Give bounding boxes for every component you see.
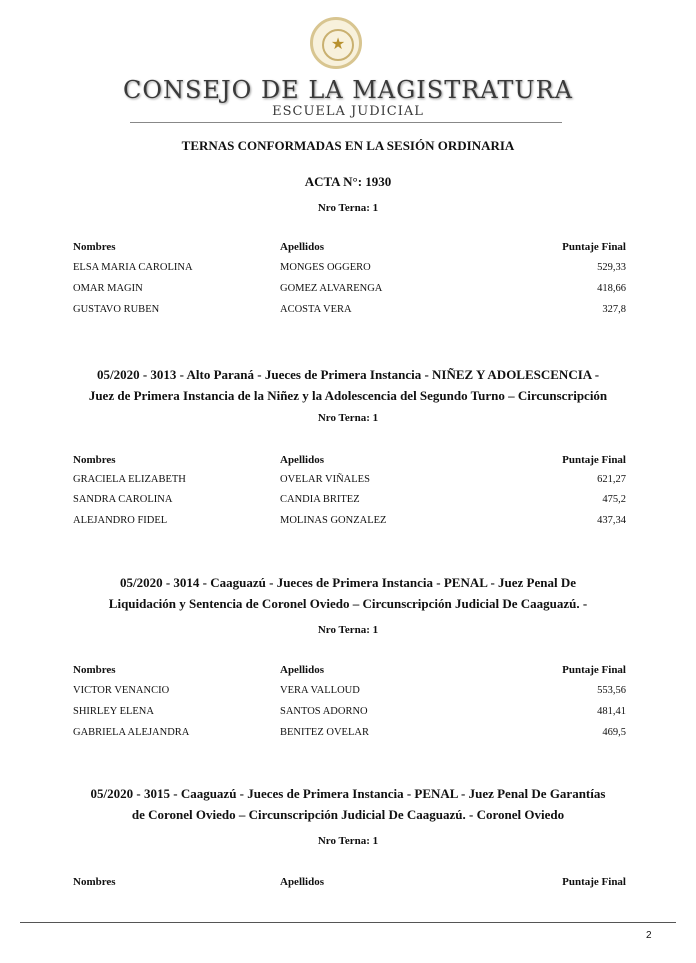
table-row — [73, 685, 626, 703]
col-apellidos: Apellidos — [280, 241, 325, 253]
nombre: GRACIELA ELIZABETH — [73, 474, 186, 485]
section-heading — [30, 572, 666, 614]
puntaje: 475,2 — [602, 494, 626, 505]
col-nombres: Nombres — [73, 241, 116, 253]
heading-line: 05/2020 - 3013 - Alto Paraná - Jueces de Primera Instancia - NIÑEZ Y ADOLESCENCIA - — [96, 367, 600, 382]
table-row — [73, 727, 626, 745]
table-row — [73, 474, 626, 492]
page-number: 2 — [646, 930, 652, 941]
puntaje: 469,5 — [602, 727, 626, 738]
col-nombres: Nombres — [73, 664, 116, 676]
section-heading — [30, 783, 666, 825]
table-row — [73, 706, 626, 724]
apellido: ACOSTA VERA — [280, 304, 352, 315]
header-divider — [130, 122, 562, 123]
nombre: SANDRA CAROLINA — [73, 494, 173, 505]
nombre: OMAR MAGIN — [73, 283, 143, 294]
table-row — [73, 515, 626, 533]
table-header — [73, 241, 626, 259]
heading-line: de Coronel Oviedo – Circunscripción Judicial De Caaguazú. - Coronel Oviedo — [131, 807, 565, 822]
table-header — [73, 664, 626, 682]
col-puntaje: Puntaje Final — [562, 876, 626, 888]
nombre: GABRIELA ALEJANDRA — [73, 727, 190, 738]
nombre: ALEJANDRO FIDEL — [73, 515, 168, 526]
apellido: GOMEZ ALVARENGA — [280, 283, 383, 294]
section-heading — [30, 364, 666, 406]
nombre: SHIRLEY ELENA — [73, 706, 154, 717]
col-nombres: Nombres — [73, 454, 116, 466]
puntaje: 481,41 — [597, 706, 626, 717]
org-subtitle: ESCUELA JUDICIAL — [272, 104, 424, 119]
document-title: TERNAS CONFORMADAS EN LA SESIÓN ORDINARIA — [181, 138, 515, 153]
heading-line: 05/2020 - 3015 - Caaguazú - Jueces de Primera Instancia - PENAL - Juez Penal De Garantías — [90, 786, 606, 801]
puntaje: 418,66 — [597, 283, 626, 294]
col-apellidos: Apellidos — [280, 664, 325, 676]
terna-number: Nro Terna: 1 — [317, 412, 379, 424]
nombre: GUSTAVO RUBEN — [73, 304, 160, 315]
table-row — [73, 283, 626, 301]
terna-number: Nro Terna: 1 — [317, 835, 379, 847]
col-apellidos: Apellidos — [280, 454, 325, 466]
apellido: OVELAR VIÑALES — [280, 474, 370, 485]
table-row — [73, 304, 626, 322]
acta-number: ACTA N°: 1930 — [304, 174, 392, 189]
col-puntaje: Puntaje Final — [562, 241, 626, 253]
terna-number: Nro Terna: 1 — [317, 202, 379, 214]
apellido: SANTOS ADORNO — [280, 706, 368, 717]
puntaje: 529,33 — [597, 262, 626, 273]
puntaje: 327,8 — [602, 304, 626, 315]
apellido: MOLINAS GONZALEZ — [280, 515, 387, 526]
puntaje: 621,27 — [597, 474, 626, 485]
table-row — [73, 262, 626, 280]
apellido: MONGES OGGERO — [280, 262, 371, 273]
col-puntaje: Puntaje Final — [562, 454, 626, 466]
apellido: VERA VALLOUD — [280, 685, 360, 696]
apellido: BENITEZ OVELAR — [280, 727, 369, 738]
apellido: CANDIA BRITEZ — [280, 494, 360, 505]
nombre: VICTOR VENANCIO — [73, 685, 170, 696]
heading-line: Liquidación y Sentencia de Coronel Oviedo – Circunscripción Judicial De Caaguazú. - — [108, 596, 588, 611]
footer-divider — [20, 922, 676, 923]
table-row — [73, 494, 626, 512]
puntaje: 553,56 — [597, 685, 626, 696]
col-puntaje: Puntaje Final — [562, 664, 626, 676]
table-header — [73, 454, 626, 472]
table-header — [73, 876, 626, 894]
col-apellidos: Apellidos — [280, 876, 325, 888]
puntaje: 437,34 — [597, 515, 626, 526]
terna-number: Nro Terna: 1 — [317, 624, 379, 636]
col-nombres: Nombres — [73, 876, 116, 888]
nombre: ELSA MARIA CAROLINA — [73, 262, 193, 273]
heading-line: 05/2020 - 3014 - Caaguazú - Jueces de Primera Instancia - PENAL - Juez Penal De — [119, 575, 577, 590]
org-name: CONSEJO DE LA MAGISTRATURA — [123, 76, 573, 104]
heading-line: Juez de Primera Instancia de la Niñez y la Adolescencia del Segundo Turno – Circunscripción — [88, 388, 608, 403]
national-seal-icon: ★ — [310, 17, 362, 69]
